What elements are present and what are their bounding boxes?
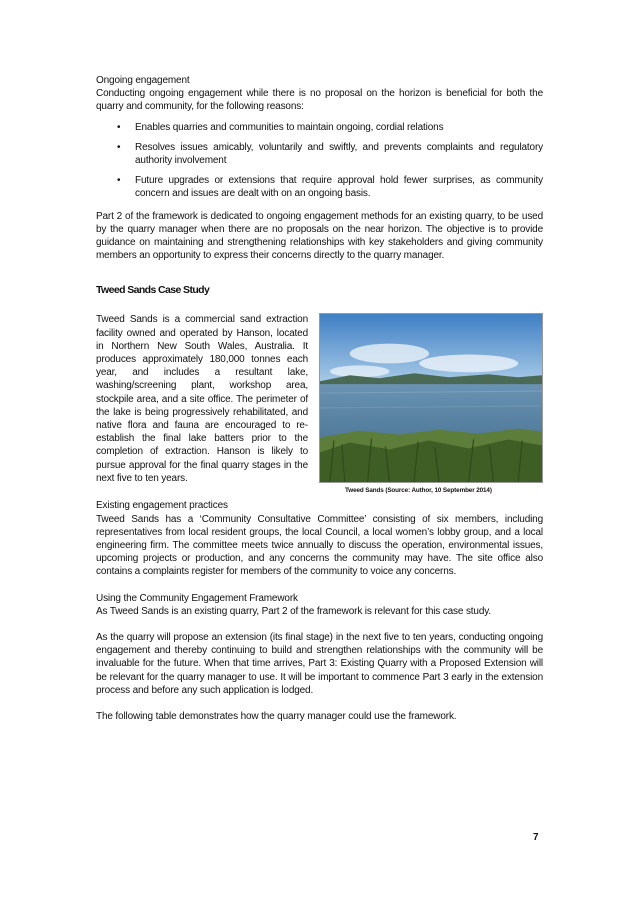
case-study-title: Tweed Sands Case Study xyxy=(96,284,210,297)
list-item: • Resolves issues amicably, voluntarily and swiftly, and prevents complaints and regulatory authority involvement xyxy=(117,141,543,167)
part2-paragraph: Part 2 of the framework is dedicated to ongoing engagement methods for an existing quarry, to be used by the quarry manager when there are no proposals on the near horizon. The objective is to provide guidance on maintaining and strengthening relationships with key stakeholders and giving community members an opportunity to express their concerns directly to the quarry manager. xyxy=(96,210,543,262)
list-item: • Future upgrades or extensions that require approval hold fewer surprises, as community concern and issues are dealt with on an ongoing basis. xyxy=(117,175,543,200)
document-page xyxy=(96,74,543,723)
bullet-icon: • xyxy=(117,121,121,133)
lake-photo xyxy=(319,313,543,483)
framework-paragraph: As the quarry will propose an extension (its final stage) in the next five to ten years, conducting ongoing engagement and thereby continuing to build and strengthen relationships with the community will be invaluable for the future. When that time arrives, Part 3: Existing Quarry with a Proposed Extension will be relevant for the quarry manager to use. It will be important to commence Part 3 early in the extension process and before any such application is lodged. xyxy=(96,632,543,696)
photo-figure xyxy=(319,313,543,494)
framework-line: As Tweed Sands is an existing quarry, Part 2 of the framework is relevant for this case study. xyxy=(96,605,491,617)
reasons-list xyxy=(96,121,543,201)
ongoing-intro-paragraph: Conducting ongoing engagement while there is no proposal on the horizon is beneficial for both the quarry and community, for the following reasons: xyxy=(96,88,543,113)
section-heading-framework: Using the Community Engagement Framework xyxy=(96,592,298,604)
section-heading-existing: Existing engagement practices xyxy=(96,500,228,512)
section-heading-ongoing: Ongoing engagement xyxy=(96,75,190,86)
bullet-icon: • xyxy=(117,175,121,187)
photo-caption: Tweed Sands (Source: Author, 10 September 2014) xyxy=(345,487,492,495)
case-study-block xyxy=(96,313,543,499)
closing-sentence: The following table demonstrates how the quarry manager could use the framework. xyxy=(96,711,457,723)
case-study-description: Tweed Sands is a commercial sand extraction facility owned and operated by Hanson, located in Northern New South Wales, Australia. It produces approximately 180,000 tonnes each year, and includes a resultant lake, washing/screening plant, workshop area, stockpile area, and a site office. The perimeter of the lake is being progressively rehabilitated, and native flora and fauna are encouraged to re-establish the final lake batters prior to the completion of extraction. Hanson is likely to pursue approval for the final quarry stages in the next five to ten years. xyxy=(96,314,308,484)
list-item: • Enables quarries and communities to maintain ongoing, cordial relations xyxy=(117,121,444,133)
existing-practices-paragraph: Tweed Sands has a ‘Community Consultative Committee’ consisting of six members, including representatives from local resident groups, the local Council, a local women’s lobby group, and a local engineering firm. The committee meets twice annually to discuss the operation, environmental issues, upcoming projects or production, and any concerns the community may have. The site office also contains a complaints register for members of the community to voice any concerns. xyxy=(96,513,543,578)
bullet-icon: • xyxy=(117,141,121,153)
page-number: 7 xyxy=(533,832,539,843)
